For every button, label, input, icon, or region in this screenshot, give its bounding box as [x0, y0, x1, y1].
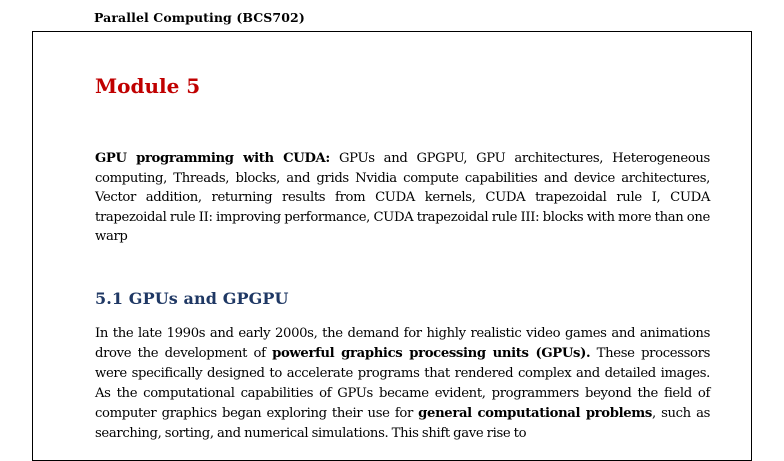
body-bold-2: general computational problems [418, 405, 652, 421]
syllabus-lead: GPU programming with CUDA: [95, 151, 330, 166]
syllabus-text: GPUs and GPGPU, GPU architectures, Heterogeneous computing, Threads, blocks, and grids Nvidia compute capabilities and device architectures, Vector addition, returning results from CUDA kernels, CUDA trapezoidal rule I, CUDA trapezoidal rule II: improving performance, CUDA trapezoidal rule III: blocks with more than one warp [95, 151, 710, 245]
body-bold-1: powerful graphics processing units (GPUs). [272, 345, 591, 361]
module-title: Module 5 [95, 74, 201, 98]
running-header: Parallel Computing (BCS702) [94, 10, 305, 25]
body-text-1: In the late 1990s and early 2000s, the demand for highly realistic video games and animations drove the development of [95, 326, 710, 361]
body-paragraph [95, 324, 710, 443]
syllabus-paragraph [95, 149, 710, 247]
body-text-2: These processors were specifically designed to accelerate programs that rendered complex and detailed images. As the computational capabilities of GPUs became evident, programmers beyond the field of computer graphics began exploring their use for [95, 345, 710, 421]
section-heading: 5.1 GPUs and GPGPU [95, 289, 289, 308]
body-text-3: , such as searching, sorting, and numerical simulations. This shift gave rise to [95, 405, 710, 441]
